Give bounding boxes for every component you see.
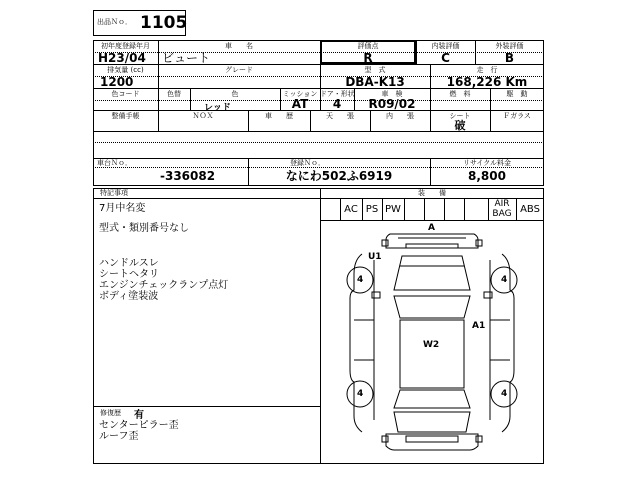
repair-value: 有 [134,410,144,421]
remark-2: 型式・類別番号なし [99,223,189,234]
equip-ps: PS [365,204,379,215]
color-value: レッド [204,103,231,113]
label-fuel: 燃 料 [449,90,471,98]
repair-item-2: ルーフ歪 [99,431,139,442]
label-chassis: 車台Ｎｏ． [97,159,132,167]
label-recycle: リサイクル料金 [462,159,512,167]
remark-1: 7月中名変 [99,203,146,214]
reg-year: H23/04 [98,51,146,65]
mark-w2: W2 [423,340,440,350]
label-grade: グレード [225,66,253,74]
label-inspection: 車 検 [381,90,403,98]
mission-value: AT [291,97,309,111]
label-ext-score: 外装評価 [495,42,524,50]
recycle-value: 8,800 [468,169,506,183]
label-color-code: 色コード [111,90,140,98]
mark-u1: U1 [368,252,382,262]
equip-abs: ABS [520,204,540,215]
label-glass: Ｆガラス [503,112,531,120]
car-name: ビュート [162,51,211,65]
mark-a1: A1 [472,321,486,331]
label-reg-year: 初年度登録年月 [101,42,150,50]
mark-front: A [428,223,435,233]
model-value: DBA-K13 [345,75,405,89]
sheet-value: 破 [454,119,466,132]
remark-4: シートヘタリ [99,269,159,280]
label-doors: ドア・形状 [320,90,355,98]
mark-tire-rr: 4 [501,389,508,399]
label-manual: 整備手帳 [111,112,140,120]
equip-pw: PW [385,204,401,215]
remark-6: ボディ塗装波 [99,291,159,302]
remark-3: ハンドルスレ [99,258,159,269]
lot-number: 1105 [140,13,188,33]
label-roof: 天 張 [326,112,354,120]
score: R [363,51,373,65]
mark-tire-fr: 4 [501,275,508,285]
label-cc: 排気量 (cc) [107,66,144,74]
label-sheet: シート [449,112,471,120]
cc-value: 1200 [100,75,134,89]
label-color-change: 色替 [167,90,181,98]
remark-5: エンジンチェックランプ点灯 [99,280,229,291]
label-history: 車 歴 [265,112,293,120]
remarks-header: 特記事項 [100,189,128,197]
chassis-value: -336082 [160,169,216,183]
label-color: 色 [231,90,239,98]
label-mission: ミッション [282,90,318,98]
repair-label: 修復歴 [100,409,121,417]
doors-value: 4 [332,97,342,111]
equip-ac: AC [344,204,358,215]
plate-value: なにわ502ふ6919 [285,169,393,183]
mark-tire-rl: 4 [357,389,364,399]
int-score: C [441,51,450,65]
equip-airbag: AIR BAG [492,199,512,219]
label-nox: ＮＯＸ [192,112,214,120]
label-plate: 登録Ｎｏ． [290,159,325,167]
label-model: 型 式 [364,66,386,74]
mileage-value: 168,226 Km [446,75,528,89]
label-int-score: 内装評価 [431,42,460,50]
mark-tire-fl: 4 [357,275,364,285]
label-drive: 駆 動 [506,90,528,98]
equipment-header: 装 備 [418,189,446,197]
label-mileage: 走 行 [476,66,498,74]
repair-item-1: センターピラー歪 [99,420,179,431]
label-score: 評価点 [357,42,379,50]
label-interior: 内 張 [386,112,414,120]
label-car-name: 車 名 [225,42,253,50]
inspection-value: R09/02 [368,97,416,111]
lot-label: 出品Ｎｏ． [97,18,132,26]
ext-score: B [504,51,515,65]
